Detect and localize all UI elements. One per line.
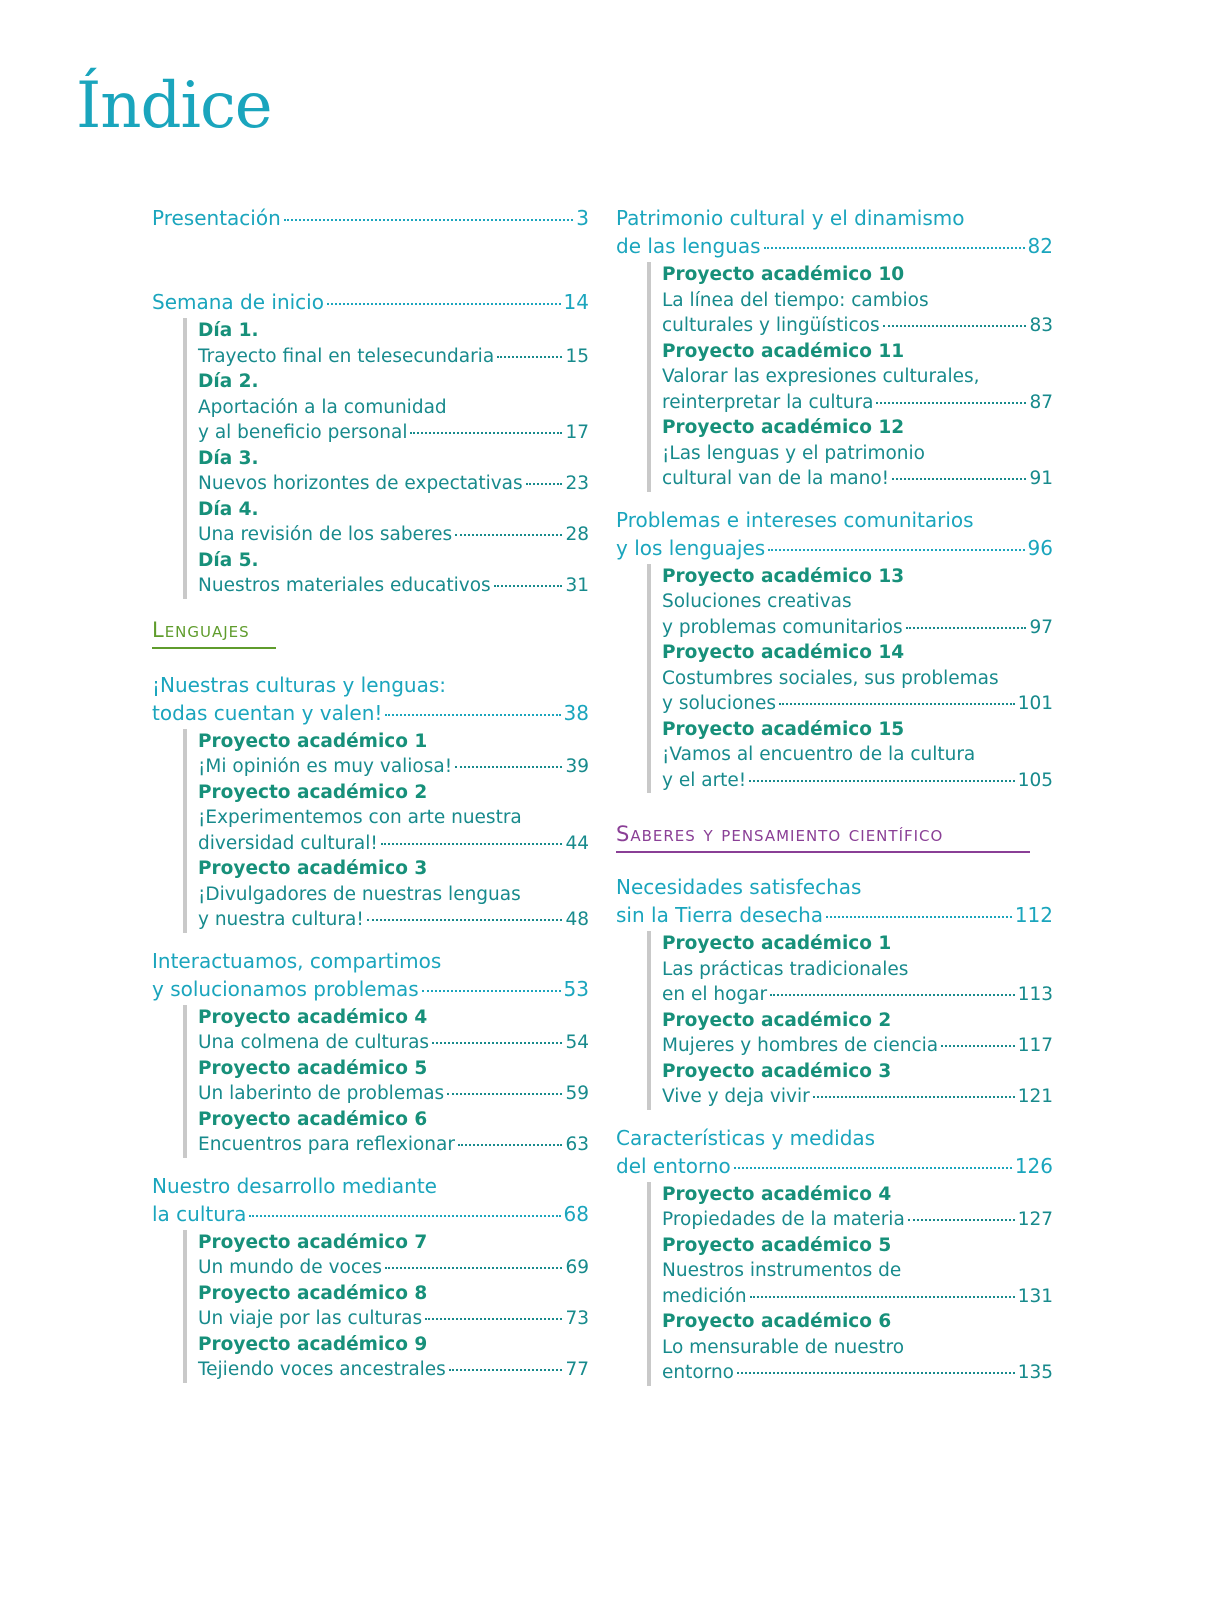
entry-title: La línea del tiempo: cambios <box>662 289 929 311</box>
entry-label: Proyecto académico 2 <box>198 781 428 803</box>
page-number: 63 <box>565 1134 589 1155</box>
section-title-lenguajes: Lenguajes <box>152 615 276 649</box>
entry-label: Proyecto académico 15 <box>662 718 905 740</box>
page-number: 39 <box>565 756 589 777</box>
toc-subentry[interactable] <box>198 497 589 548</box>
dot-leader <box>770 994 1015 996</box>
entry-title: Características y medidas <box>616 1125 876 1150</box>
entry-title: y nuestra cultura! <box>198 909 364 930</box>
toc-entry-heading[interactable] <box>152 1172 589 1228</box>
toc-subentry[interactable] <box>198 780 589 857</box>
toc-subentry[interactable] <box>662 262 1053 339</box>
page-number: 44 <box>565 832 589 854</box>
page-number: 73 <box>565 1308 589 1329</box>
entry-title: y solucionamos problemas <box>152 976 419 1001</box>
page-title: Índice <box>76 69 272 143</box>
dot-leader <box>892 478 1026 480</box>
toc-subentries <box>183 1005 589 1158</box>
entry-title: Soluciones creativas <box>662 591 852 612</box>
entry-label: Día 5. <box>198 549 259 571</box>
entry-title: Una revisión de los saberes <box>198 524 453 545</box>
entry-title: reinterpretar la cultura <box>662 391 874 413</box>
entry-title: ¡Mi opinión es muy valiosa! <box>198 756 453 777</box>
dot-leader <box>385 1267 562 1269</box>
toc-subentries <box>647 1182 1053 1386</box>
entry-label: Proyecto académico 13 <box>662 565 905 587</box>
page-number: 97 <box>1029 616 1053 638</box>
toc-entry-heading[interactable] <box>616 204 1053 260</box>
entry-title: y el arte! <box>662 769 747 791</box>
dot-leader <box>449 1369 563 1371</box>
section-title-saberes: Saberes y pensamiento científico <box>616 819 1030 853</box>
page-number: 59 <box>565 1083 589 1104</box>
entry-label: Proyecto académico 14 <box>662 642 905 663</box>
dot-leader <box>764 247 1025 249</box>
entry-title: Semana de inicio <box>152 290 324 314</box>
page-number: 14 <box>563 290 589 314</box>
page-number: 31 <box>565 575 589 596</box>
toc-subentry[interactable] <box>198 1230 589 1281</box>
toc-subentry[interactable] <box>662 415 1053 492</box>
entry-label: Proyecto académico 10 <box>662 264 905 285</box>
entry-title: Vive y deja vivir <box>662 1086 810 1107</box>
entry-title: medición <box>662 1285 747 1307</box>
page-number: 113 <box>1017 984 1053 1005</box>
dot-leader <box>327 303 561 305</box>
page-number: 54 <box>565 1032 589 1053</box>
entry-title: cultural van de la mano! <box>662 468 890 489</box>
page-number: 127 <box>1017 1209 1053 1230</box>
page-number: 77 <box>565 1359 589 1380</box>
entry-title: Nuestros instrumentos de <box>662 1260 902 1281</box>
toc-subentry[interactable] <box>198 1005 589 1056</box>
toc-subentry[interactable] <box>662 1182 1053 1233</box>
entry-title: Un mundo de voces <box>198 1257 383 1278</box>
page-number: 83 <box>1029 315 1053 336</box>
page-number: 105 <box>1017 769 1053 791</box>
page-number: 101 <box>1017 693 1053 714</box>
page-number: 112 <box>1014 903 1053 927</box>
page-number: 69 <box>565 1257 589 1278</box>
toc-subentries <box>183 318 589 599</box>
toc-subentry[interactable] <box>662 339 1053 416</box>
toc-subentry[interactable] <box>198 856 589 933</box>
toc-subentry[interactable] <box>198 446 589 497</box>
toc-subentries <box>647 262 1053 492</box>
entry-title: Nuevos horizontes de expectativas <box>198 473 523 494</box>
dot-leader <box>526 483 563 485</box>
toc-subentry[interactable] <box>198 1281 589 1332</box>
dot-leader <box>497 356 562 358</box>
entry-title: Aportación a la comunidad <box>198 396 447 418</box>
page-number: 17 <box>565 422 589 443</box>
entry-title: la cultura <box>152 1201 247 1226</box>
dot-leader <box>455 766 562 768</box>
page-number: 117 <box>1017 1035 1053 1056</box>
page-number: 53 <box>563 976 589 1001</box>
page-number: 15 <box>565 345 589 367</box>
toc-subentry[interactable] <box>662 640 1053 717</box>
toc-subentry[interactable] <box>198 1056 589 1107</box>
page-number: 82 <box>1027 234 1053 258</box>
toc-subentries <box>183 1230 589 1383</box>
entry-title: Un viaje por las culturas <box>198 1308 423 1329</box>
entry-title: Un laberinto de problemas <box>198 1083 445 1104</box>
toc-entry-heading[interactable] <box>616 506 1053 562</box>
page-number: 28 <box>565 524 589 545</box>
entry-title: Tejiendo voces ancestrales <box>198 1359 446 1380</box>
page-number: 126 <box>1014 1153 1053 1178</box>
entry-title: en el hogar <box>662 984 768 1005</box>
page-number: 131 <box>1017 1285 1053 1307</box>
page-number: 3 <box>576 206 589 230</box>
entry-title: ¡Experimentemos con arte nuestra <box>198 807 522 828</box>
page-number: 121 <box>1017 1086 1053 1107</box>
entry-title: Problemas e intereses comunitarios <box>616 507 974 532</box>
dot-leader <box>422 990 561 992</box>
dot-leader <box>455 534 562 536</box>
entry-label: Proyecto académico 12 <box>662 417 905 438</box>
entry-title: Encuentros para reflexionar <box>198 1134 455 1155</box>
entry-label: Día 4. <box>198 498 259 520</box>
entry-label: Proyecto académico 9 <box>198 1333 428 1355</box>
dot-leader <box>908 1219 1015 1221</box>
page-number: 96 <box>1027 535 1053 560</box>
entry-title: y los lenguajes <box>616 535 766 560</box>
entry-label: Proyecto académico 5 <box>198 1057 428 1079</box>
toc-subentry[interactable] <box>662 564 1053 641</box>
entry-label: Proyecto académico 1 <box>662 933 892 954</box>
entry-label: Proyecto académico 7 <box>198 1231 428 1253</box>
dot-leader <box>249 1215 560 1217</box>
toc-subentry[interactable] <box>662 1233 1053 1310</box>
toc-block <box>152 1172 589 1383</box>
page-number: 48 <box>565 909 589 930</box>
dot-leader <box>779 703 1015 705</box>
page-number: 135 <box>1017 1362 1053 1383</box>
toc-block <box>152 947 589 1158</box>
toc-block <box>616 1124 1053 1386</box>
entry-label: Proyecto académico 11 <box>662 340 905 362</box>
entry-title: del entorno <box>616 1153 731 1178</box>
dot-leader <box>883 325 1027 327</box>
toc-subentry[interactable] <box>198 369 589 446</box>
dot-leader <box>737 1372 1015 1374</box>
page-number: 68 <box>563 1201 589 1226</box>
entry-label: Proyecto académico 1 <box>198 730 428 752</box>
entry-label: Proyecto académico 8 <box>198 1282 428 1304</box>
entry-title: ¡Nuestras culturas y lenguas: <box>152 672 446 697</box>
toc-subentry[interactable] <box>662 1059 1053 1110</box>
entry-label: Día 3. <box>198 447 259 469</box>
entry-label: Proyecto académico 3 <box>662 1060 892 1082</box>
page-number: 38 <box>563 700 589 725</box>
entry-label: Proyecto académico 6 <box>662 1311 892 1332</box>
entry-title: ¡Vamos al encuentro de la cultura <box>662 744 976 765</box>
toc-subentries <box>647 564 1053 794</box>
entry-title: todas cuentan y valen! <box>152 700 383 725</box>
entry-title: Presentación <box>152 206 281 230</box>
dot-leader <box>385 714 560 716</box>
entry-title: y problemas comunitarios <box>662 616 903 638</box>
dot-leader <box>826 916 1012 918</box>
toc-subentries <box>183 729 589 933</box>
toc-entry-heading[interactable] <box>616 1124 1053 1180</box>
entry-label: Proyecto académico 5 <box>662 1234 892 1256</box>
entry-title: entorno <box>662 1362 735 1383</box>
dot-leader <box>410 432 562 434</box>
entry-title: Valorar las expresiones culturales, <box>662 366 980 387</box>
entry-title: Propiedades de la materia <box>662 1209 905 1230</box>
toc-entry-heading[interactable] <box>616 873 1053 929</box>
dot-leader <box>749 780 1014 782</box>
entry-title: Lo mensurable de nuestro <box>662 1336 905 1358</box>
toc-subentry[interactable] <box>198 1107 589 1158</box>
page-number: 91 <box>1029 468 1053 489</box>
toc-left-column <box>152 204 589 1383</box>
dot-leader <box>458 1144 562 1146</box>
toc-subentry[interactable] <box>198 729 589 780</box>
entry-title: Necesidades satisfechas <box>616 875 862 899</box>
entry-title: sin la Tierra desecha <box>616 903 824 927</box>
section-header-wrap <box>616 819 1053 853</box>
entry-title: Mujeres y hombres de ciencia <box>662 1035 939 1056</box>
dot-leader <box>750 1296 1015 1298</box>
toc-block <box>616 873 1053 1110</box>
entry-title: Las prácticas tradicionales <box>662 958 909 980</box>
dot-leader <box>494 585 563 587</box>
entry-title: y soluciones <box>662 693 777 714</box>
entry-title: de las lenguas <box>616 234 761 258</box>
entry-title: Una colmena de culturas <box>198 1032 430 1053</box>
page-number: 23 <box>565 473 589 494</box>
dot-leader <box>425 1318 562 1320</box>
entry-title: Interactuamos, compartimos <box>152 948 442 973</box>
dot-leader <box>734 1167 1012 1169</box>
dot-leader <box>941 1045 1015 1047</box>
toc-subentry[interactable] <box>662 717 1053 794</box>
entry-label: Día 2. <box>198 371 259 392</box>
toc-block <box>152 288 589 599</box>
entry-title: ¡Las lenguas y el patrimonio <box>662 442 925 464</box>
entry-title: Costumbres sociales, sus problemas <box>662 667 999 689</box>
toc-subentry[interactable] <box>198 318 589 369</box>
toc-right-column <box>616 204 1053 1386</box>
dot-leader <box>432 1042 562 1044</box>
entry-title: diversidad cultural! <box>198 832 378 854</box>
toc-subentry[interactable] <box>662 1309 1053 1386</box>
toc-block <box>616 204 1053 492</box>
entry-title: Nuestros materiales educativos <box>198 575 491 596</box>
toc-entry-heading[interactable] <box>152 947 589 1003</box>
entry-title: culturales y lingüísticos <box>662 315 880 336</box>
dot-leader <box>906 627 1027 629</box>
dot-leader <box>768 549 1024 551</box>
dot-leader <box>813 1096 1015 1098</box>
toc-block <box>616 506 1053 794</box>
entry-label: Proyecto académico 2 <box>662 1009 892 1031</box>
toc-subentries <box>647 931 1053 1110</box>
entry-title: Trayecto final en telesecundaria <box>198 345 495 367</box>
entry-title: ¡Divulgadores de nuestras lenguas <box>198 883 521 905</box>
toc-entry-presentacion[interactable] <box>152 204 589 232</box>
dot-leader <box>447 1093 562 1095</box>
dot-leader <box>367 919 563 921</box>
entry-title: Nuestro desarrollo mediante <box>152 1173 437 1198</box>
entry-label: Proyecto académico 4 <box>662 1183 892 1205</box>
entry-title: y al beneficio personal <box>198 422 408 443</box>
dot-leader <box>381 843 563 845</box>
entry-title: Patrimonio cultural y el dinamismo <box>616 206 965 230</box>
entry-label: Proyecto académico 3 <box>198 858 428 879</box>
toc-entry-heading[interactable] <box>152 671 589 727</box>
toc-subentry[interactable] <box>198 1332 589 1383</box>
page-number: 87 <box>1029 391 1053 413</box>
dot-leader <box>876 402 1026 404</box>
entry-label: Día 1. <box>198 320 259 341</box>
toc-subentry[interactable] <box>662 931 1053 1008</box>
entry-label: Proyecto académico 4 <box>198 1006 428 1028</box>
toc-entry-heading[interactable] <box>152 288 589 316</box>
section-header-wrap <box>152 615 589 649</box>
toc-subentry[interactable] <box>198 548 589 599</box>
toc-subentry[interactable] <box>662 1008 1053 1059</box>
toc-block <box>152 671 589 933</box>
entry-label: Proyecto académico 6 <box>198 1108 428 1130</box>
